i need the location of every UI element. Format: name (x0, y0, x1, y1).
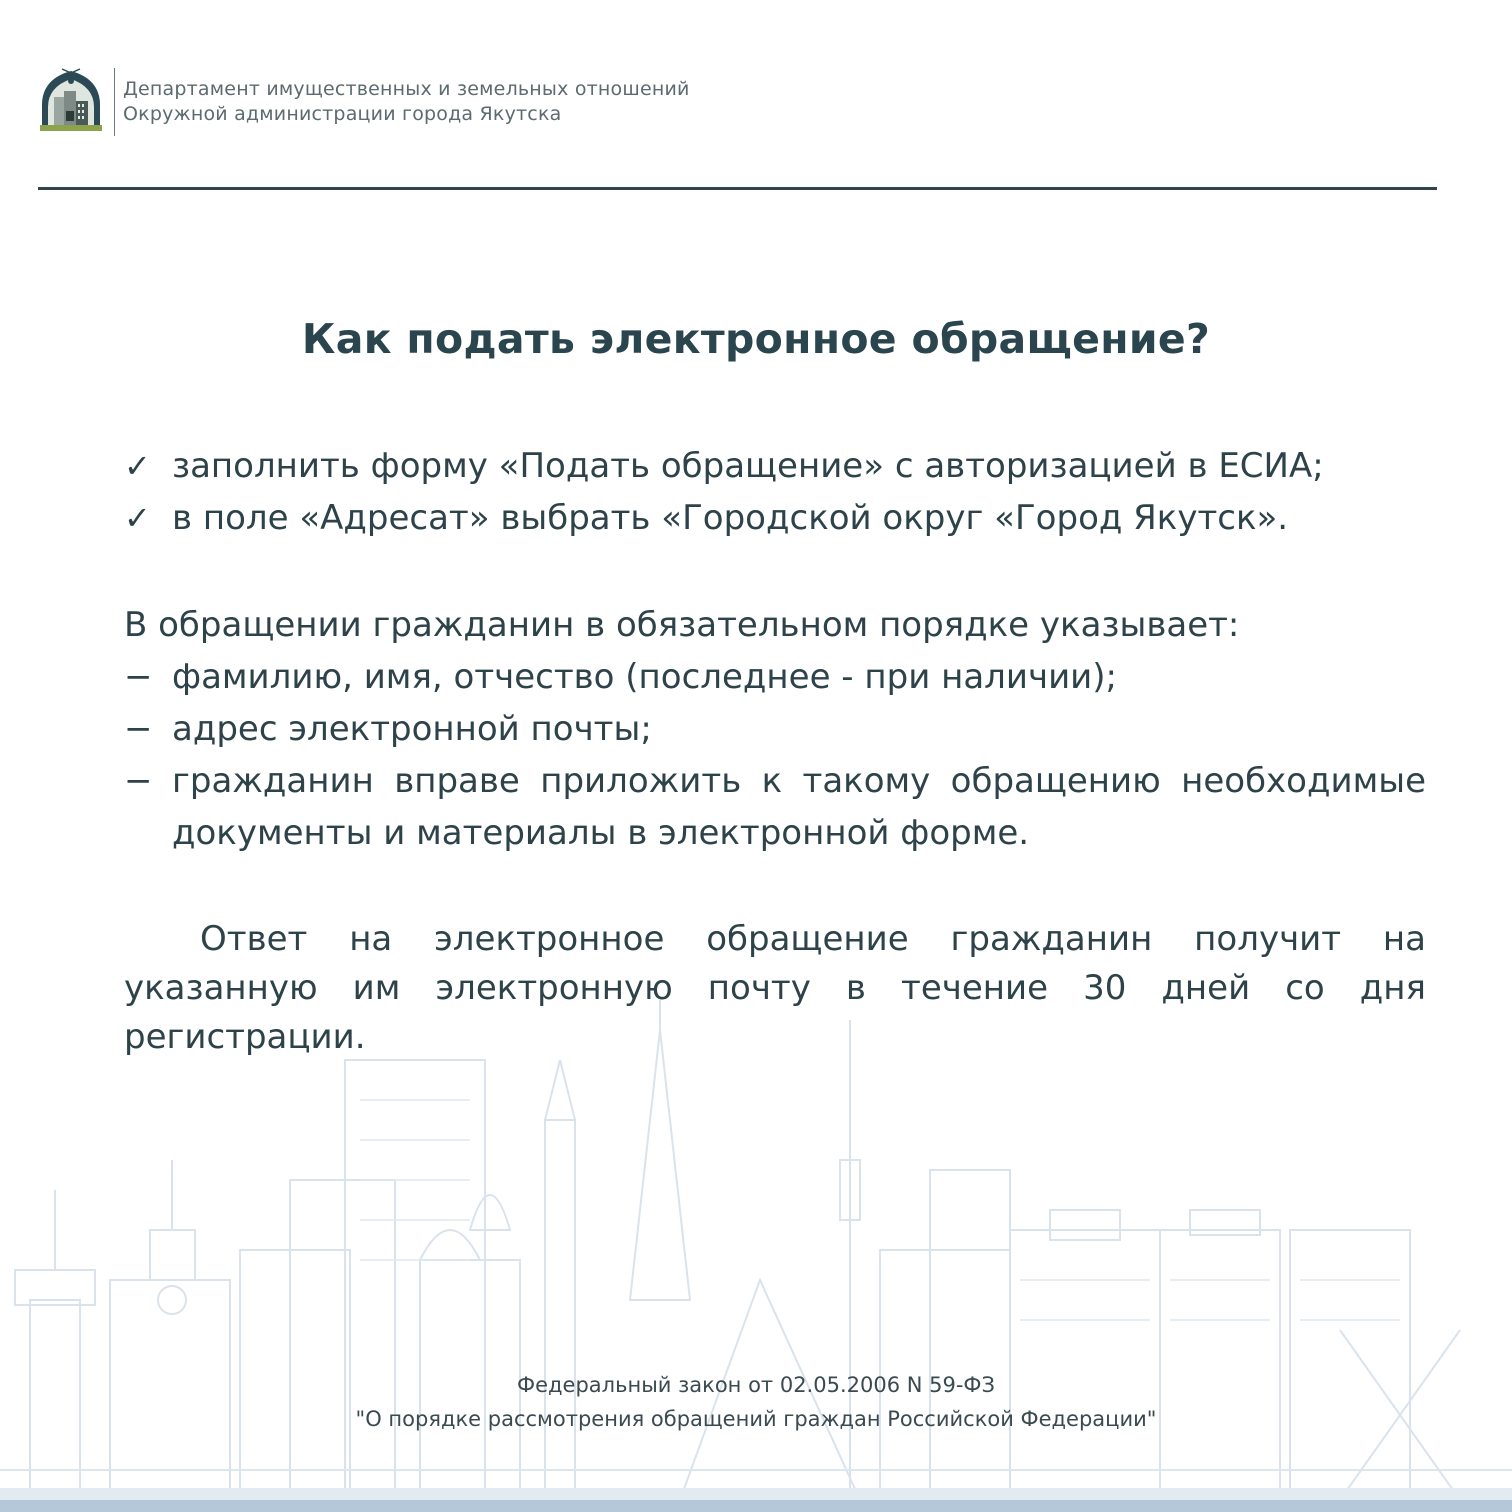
step-item (124, 492, 1426, 544)
organization-name (123, 77, 690, 127)
requirement-text: гражданин вправе приложить к такому обращению необходимые документы и материалы в электронной форме. (172, 761, 1426, 853)
steps-list (124, 440, 1426, 544)
dash-marker: − (124, 709, 153, 749)
dash-marker: − (124, 761, 153, 801)
step-text: в поле «Адресат» выбрать «Городской округ «Город Якутск». (172, 498, 1289, 538)
requirements-lead: В обращении гражданин в обязательном порядке указывает: (124, 605, 1240, 645)
requirement-item (124, 755, 1426, 859)
step-text: заполнить форму «Подать обращение» с авторизацией в ЕСИА; (172, 446, 1324, 486)
requirements-list (124, 651, 1426, 859)
header-divider (114, 68, 115, 136)
bottom-band (0, 1500, 1512, 1512)
page-title: Как подать электронное обращение? (301, 315, 1211, 363)
requirement-text: адрес электронной почты; (172, 709, 652, 749)
legal-reference (0, 1368, 1512, 1436)
page-header (36, 66, 690, 138)
law-reference-line1: Федеральный закон от 02.05.2006 N 59-ФЗ (517, 1373, 995, 1397)
organization-name-line2: Окружной администрации города Якутска (123, 103, 562, 125)
main-content (124, 440, 1426, 1062)
header-rule (38, 187, 1437, 190)
answer-paragraph: Ответ на электронное обращение гражданин получит на указанную им электронную почту в течение 30 дней со дня регистрации. (124, 919, 1426, 1057)
check-icon: ✓ (124, 499, 151, 537)
requirement-item (124, 651, 1426, 703)
law-reference-line2: "О порядке рассмотрения обращений граждан Российской Федерации" (355, 1407, 1157, 1431)
requirement-text: фамилию, имя, отчество (последнее - при наличии); (172, 657, 1117, 697)
organization-name-line1: Департамент имущественных и земельных отношений (123, 78, 690, 100)
requirement-item (124, 703, 1426, 755)
step-item (124, 440, 1426, 492)
dash-marker: − (124, 657, 153, 697)
check-icon: ✓ (124, 447, 151, 485)
department-emblem-logo (36, 67, 106, 137)
